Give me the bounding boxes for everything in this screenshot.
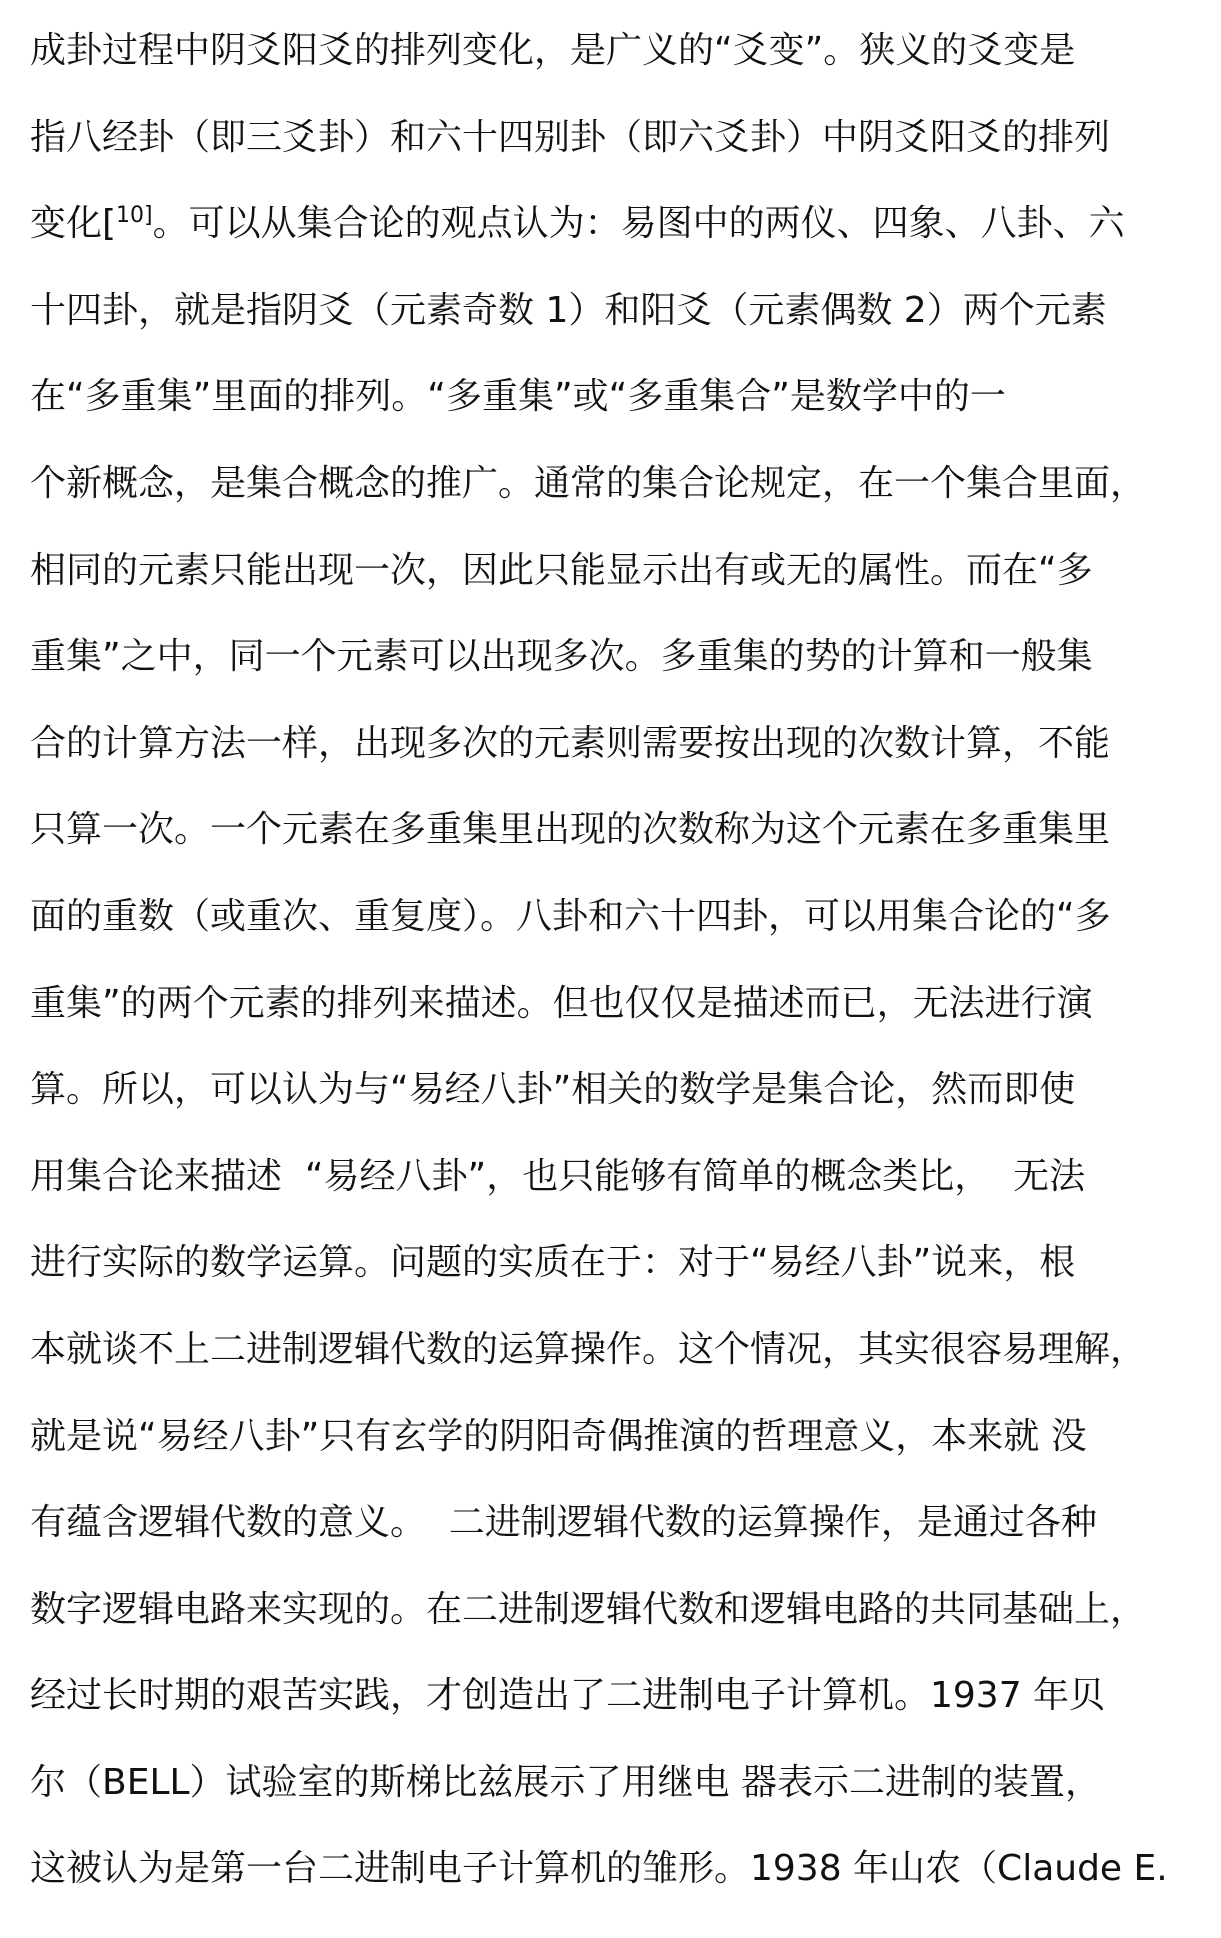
- text-line: 这被认为是第一台二进制电子计算机的雏形。1938 年山农（Claude E.: [30, 1848, 1168, 1890]
- text-line: 成卦过程中阴爻阳爻的排列变化，是广义的“爻变”。狭义的爻变是: [30, 30, 1076, 71]
- text-line: 重集”的两个元素的排列来描述。但也仅仅是描述而已，无法进行演: [30, 982, 1093, 1024]
- text-line: 面的重数（或重次、重复度）。八卦和六十四卦，可以用集合论的“多: [30, 895, 1111, 937]
- text-line: 用集合论来描述 “易经八卦”，也只能够有简单的概念类比， 无法: [30, 1155, 1086, 1197]
- text-line: 只算一次。一个元素在多重集里出现的次数称为这个元素在多重集里: [30, 809, 1111, 851]
- text-line: 数字逻辑电路来实现的。在二进制逻辑代数和逻辑电路的共同基础上，: [30, 1588, 1147, 1630]
- text-line: 指八经卦（即三爻卦）和六十四别卦（即六爻卦）中阴爻阳爻的排列: [30, 116, 1111, 158]
- text-line: 进行实际的数学运算。问题的实质在于：对于“易经八卦”说来，根: [30, 1242, 1076, 1284]
- text-line: 重集”之中，同一个元素可以出现多次。多重集的势的计算和一般集: [30, 636, 1093, 678]
- text-segment: 变化[: [30, 203, 117, 245]
- text-segment: 。可以从集合论的观点认为：易图中的两仪、四象、八卦、六: [152, 203, 1125, 245]
- text-line: 经过长时期的艰苦实践，才创造出了二进制电子计算机。1937 年贝: [30, 1675, 1106, 1717]
- citation-superscript: 10]: [116, 203, 153, 229]
- text-line: 算。所以，可以认为与“易经八卦”相关的数学是集合论，然而即使: [30, 1069, 1076, 1111]
- text-line: 本就谈不上二进制逻辑代数的运算操作。这个情况，其实很容易理解，: [30, 1328, 1147, 1370]
- text-line: 就是说“易经八卦”只有玄学的阴阳奇偶推演的哲理意义，本来就 没: [30, 1415, 1087, 1457]
- text-line: 有蕴含逻辑代数的意义。 二进制逻辑代数的运算操作，是通过各种: [30, 1502, 1097, 1544]
- text-line: 相同的元素只能出现一次，因此只能显示出有或无的属性。而在“多: [30, 549, 1093, 591]
- text-line: 尔（BELL）试验室的斯梯比兹展示了用继电 器表示二进制的装置，: [30, 1761, 1102, 1803]
- text-line: 十四卦，就是指阴爻（元素奇数 1）和阳爻（元素偶数 2）两个元素: [30, 289, 1107, 331]
- text-line: 在“多重集”里面的排列。“多重集”或“多重集合”是数学中的一: [30, 376, 1006, 418]
- text-line: 合的计算方法一样，出现多次的元素则需要按出现的次数计算，不能: [30, 722, 1111, 764]
- text-line: 个新概念，是集合概念的推广。通常的集合论规定，在一个集合里面，: [30, 462, 1147, 504]
- text-line: [30, 181, 1195, 268]
- body-text: [30, 8, 1195, 1913]
